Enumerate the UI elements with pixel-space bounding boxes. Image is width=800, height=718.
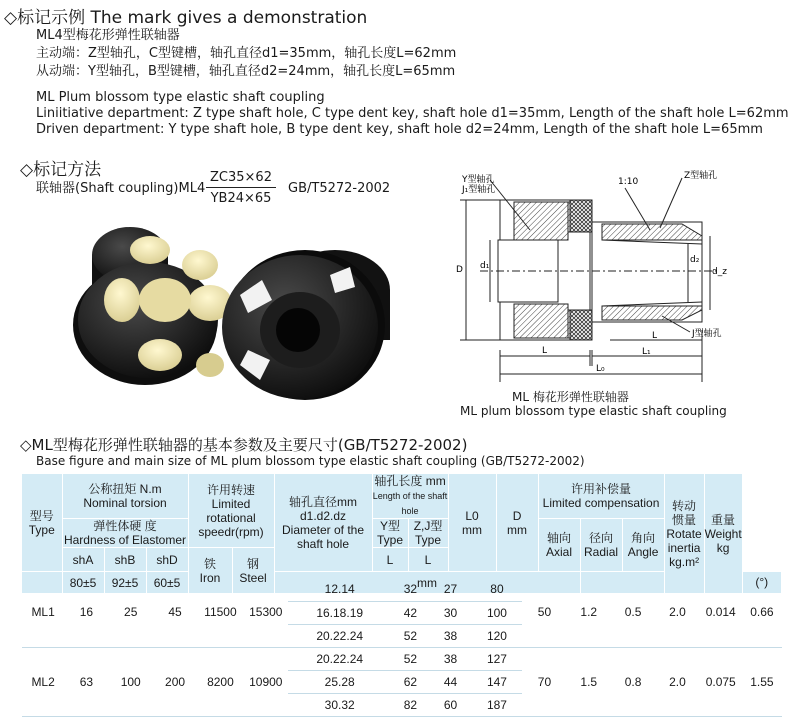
- driver-spec-cn: 主动端：Z型轴孔，C型键槽，轴孔直径d1=35mm，轴孔长度L=62mm: [36, 46, 457, 61]
- diagram-caption-en: ML plum blossom type elastic shaft coupling: [460, 404, 727, 418]
- th-bore: 轴孔直径mm d1.d2.dz Diameter of the shaft hole: [274, 474, 372, 572]
- diagram-caption-cn: ML 梅花形弹性联轴器: [512, 390, 629, 404]
- cell-L0: 147: [472, 670, 523, 693]
- dim-d1: d₁: [480, 261, 490, 271]
- cell-D: 50: [522, 578, 566, 647]
- cell-inertia: 0.014: [700, 578, 742, 647]
- cell-speed-iron: 11500: [197, 578, 243, 647]
- th-length: 轴孔长度 mm Length of the shaft hole: [372, 474, 448, 519]
- cell-L0: 127: [472, 647, 523, 670]
- cell-speed-steel: 10900: [244, 647, 288, 716]
- cell-axial: 1.5: [567, 647, 611, 716]
- cell-torque-shB: 25: [109, 578, 153, 647]
- cell-L0: 120: [472, 624, 523, 647]
- cell-zj-length: 30: [429, 601, 471, 624]
- th-torque: 公称扭矩 N.m Nominal torsion: [62, 474, 188, 519]
- cell-weight: 1.55: [742, 647, 782, 716]
- cell-y-length: 32: [391, 578, 429, 601]
- th-shD-value: 60±5: [146, 572, 188, 594]
- unit-deg: (°): [742, 572, 781, 594]
- th-weight: 重量 Weight kg: [704, 474, 742, 594]
- fraction-line: [206, 187, 276, 188]
- cell-bore: 30.32: [288, 693, 391, 716]
- cell-y-length: 82: [391, 693, 429, 716]
- cell-bore: 16.18.19: [288, 601, 391, 624]
- coupling-section-diagram: [420, 160, 780, 420]
- table-row: [22, 647, 782, 670]
- cell-bore: 20.22.24: [288, 624, 391, 647]
- cell-axial: 1.2: [567, 578, 611, 647]
- th-L0: L0 mm: [448, 474, 496, 572]
- th-speed: 许用转速 Limited rotational speedr(rpm): [188, 474, 274, 548]
- marking-standard: GB/T5272-2002: [288, 181, 391, 196]
- cell-L0: 187: [472, 693, 523, 716]
- cell-weight: 0.66: [742, 578, 782, 647]
- section-heading-demonstration: ◇标记示例 The mark gives a demonstration: [4, 8, 368, 28]
- coupling-title-en: ML Plum blossom type elastic shaft coupling: [36, 90, 325, 105]
- dim-L-left: L: [542, 346, 548, 356]
- cell-zj-length: 44: [429, 670, 471, 693]
- diagram-outline: [460, 178, 720, 382]
- label-j-hole: J型轴孔: [692, 329, 722, 339]
- cell-type: ML2: [22, 647, 64, 716]
- label-y-hole: Y型轴孔: [462, 175, 495, 185]
- cell-zj-length: 60: [429, 693, 471, 716]
- dim-L0: L₀: [596, 364, 605, 374]
- th-zj-type: Z,J型 Type: [408, 519, 448, 548]
- cell-y-length: 52: [391, 624, 429, 647]
- cell-y-length: 62: [391, 670, 429, 693]
- section-heading-marking-method: ◇标记方法: [20, 160, 102, 180]
- left-hub-with-spider: [73, 227, 232, 385]
- cell-D: 70: [522, 647, 566, 716]
- cell-angle: 2.0: [655, 578, 699, 647]
- cell-L0: 100: [472, 601, 523, 624]
- th-angle: 角向 Angle: [622, 519, 664, 572]
- th-type: 型号 Type: [22, 474, 62, 572]
- marking-prefix: 联轴器(Shaft coupling)ML4: [36, 181, 206, 196]
- th-D: D mm: [496, 474, 538, 572]
- marking-numerator: ZC35×62: [210, 170, 272, 185]
- th-radial: 径向 Radial: [580, 519, 622, 572]
- driven-spec-en: Driven department: Y type shaft hole, B type dent key, shaft hole d2=24mm, Length of the shaft hole L=65mm: [36, 122, 763, 137]
- cell-bore: 12.14: [288, 578, 391, 601]
- th-steel: 钢 Steel: [232, 548, 274, 594]
- th-hardness: 弹性体硬 度 Hardness of Elastomer: [63, 519, 187, 547]
- coupling-photo: [50, 205, 400, 420]
- dim-L1: L₁: [642, 347, 651, 357]
- cell-bore: 25.28: [288, 670, 391, 693]
- right-hub: [222, 250, 390, 400]
- cell-torque-shD: 200: [153, 647, 197, 716]
- cell-torque-shD: 45: [153, 578, 197, 647]
- dim-dz: d_z: [712, 267, 727, 277]
- cell-radial: 0.8: [611, 647, 655, 716]
- marking-denominator: YB24×65: [210, 191, 272, 206]
- th-axial: 轴向 Axial: [538, 519, 580, 572]
- cell-inertia: 0.075: [700, 647, 742, 716]
- cell-radial: 0.5: [611, 578, 655, 647]
- cell-torque-shB: 100: [109, 647, 153, 716]
- th-shB-value: 92±5: [104, 572, 146, 594]
- cell-y-length: 42: [391, 601, 429, 624]
- table-row: [22, 578, 782, 601]
- cell-L0: 80: [472, 578, 523, 601]
- driver-spec-en: Liniitiative department: Z type shaft hole, C type dent key, shaft hole d1=35mm, Length of the shaft hole L=62mm: [36, 106, 789, 121]
- section-subheading-parameters: Base figure and main size of ML plum blossom type elastic shaft coupling (GB/T5272-2002): [36, 454, 585, 468]
- cell-bore: 20.22.24: [288, 647, 391, 670]
- th-compensation: 许用补偿量 Limited compensation: [538, 474, 664, 519]
- parameter-table-body: [22, 578, 782, 717]
- cell-angle: 2.0: [655, 647, 699, 716]
- cell-zj-length: 38: [429, 647, 471, 670]
- cell-speed-iron: 8200: [197, 647, 243, 716]
- cell-type: ML1: [22, 578, 64, 647]
- th-shA: shA: [62, 548, 104, 572]
- th-iron: 铁 Iron: [188, 548, 232, 594]
- th-shB: shB: [104, 548, 146, 572]
- th-L-y: L: [372, 548, 408, 572]
- label-taper: 1:10: [618, 177, 639, 187]
- dim-L-right: L: [652, 331, 658, 341]
- cell-speed-steel: 15300: [244, 578, 288, 647]
- parameter-table: [22, 474, 782, 594]
- cell-y-length: 52: [391, 647, 429, 670]
- model-line: ML4型梅花形弹性联轴器: [36, 28, 180, 43]
- unit-mm: mm: [274, 572, 580, 594]
- label-j1-hole: J₁型轴孔: [462, 185, 496, 195]
- section-heading-parameters: ◇ML型梅花形弹性联轴器的基本参数及主要尺寸(GB/T5272-2002): [20, 436, 468, 454]
- th-L-zj: L: [408, 548, 448, 572]
- th-inertia: 转动 惯量 Rotate inertia kg.m²: [664, 474, 704, 594]
- cell-torque-shA: 63: [64, 647, 108, 716]
- driven-spec-cn: 从动端：Y型轴孔，B型键槽，轴孔直径d2=24mm，轴孔长度L=65mm: [36, 64, 456, 79]
- th-shA-value: 80±5: [62, 572, 104, 594]
- label-z-hole: Z型轴孔: [684, 171, 718, 181]
- dim-d2: d₂: [690, 255, 700, 265]
- cell-zj-length: 38: [429, 624, 471, 647]
- th-y-type: Y型 Type: [372, 519, 408, 548]
- cell-zj-length: 27: [429, 578, 471, 601]
- th-shD: shD: [146, 548, 188, 572]
- dim-D: D: [456, 265, 463, 275]
- cell-torque-shA: 16: [64, 578, 108, 647]
